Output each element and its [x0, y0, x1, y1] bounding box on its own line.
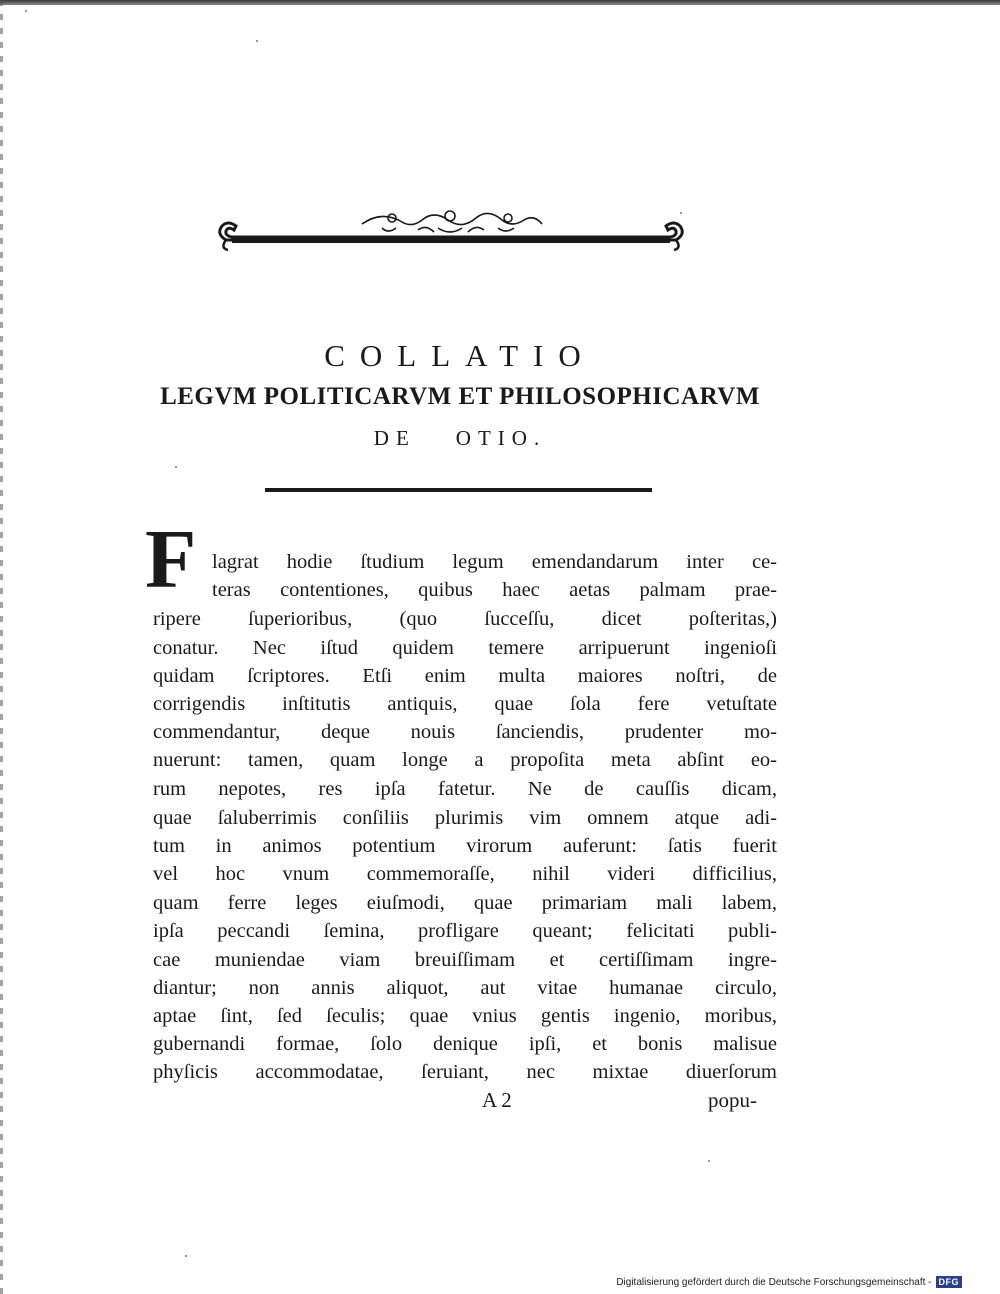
scan-speck — [25, 10, 27, 12]
text-line: phyſicis accommodatae, ſeruiant, nec mixtae diuerſorum — [153, 1061, 777, 1083]
scan-top-edge — [0, 0, 1000, 5]
text-line: tum in animos potentium virorum auferunt: ſatis fuerit — [153, 835, 777, 857]
text-line: ipſa peccandi ſemina, profligare queant; felicitati publi- — [153, 920, 777, 942]
text-line: gubernandi formae, ſolo denique ipſi, et bonis malisue — [153, 1033, 777, 1055]
text-line: nuerunt: tamen, quam longe a propoſita meta abſint eo- — [153, 749, 777, 771]
text-line: conatur. Nec iſtud quidem temere arripuerunt ingenioſi — [153, 637, 777, 659]
text-line: diantur; non annis aliquot, aut vitae humanae circulo, — [153, 977, 777, 999]
credit-text: Digitalisierung gefördert durch die Deutsche Forschungsgemeinschaft - — [616, 1276, 932, 1288]
section-divider — [265, 488, 652, 492]
text-line: quidam ſcriptores. Etſi enim multa maiores noſtri, de — [153, 665, 777, 687]
digitization-credit — [616, 1276, 962, 1288]
headpiece-ornament — [212, 204, 690, 254]
scan-speck — [256, 40, 258, 42]
scan-speck — [185, 1255, 187, 1257]
title-de-otio — [100, 426, 820, 451]
scan-speck — [708, 1160, 710, 1162]
text-line: commendantur, deque nouis ſanciendis, prudenter mo- — [153, 721, 777, 743]
catchword: popu- — [708, 1088, 757, 1112]
text-line: aptae ſint, ſed ſeculis; quae vnius gentis ingenio, moribus, — [153, 1005, 777, 1027]
text-line: cae muniendae viam breuiſſimam et certiſſimam ingre- — [153, 949, 777, 971]
text-line: vel hoc vnum commemoraſſe, nihil videri difficilius, — [153, 863, 777, 885]
title-subtitle: LEGVM POLITICARVM ET PHILOSOPHICARVM — [160, 383, 760, 410]
text-line: quam ferre leges eiuſmodi, quae primariam mali labem, — [153, 892, 777, 914]
text-line: rum nepotes, res ipſa fatetur. Ne de cauſſis dicam, — [153, 778, 777, 800]
text-line: corrigendis inſtitutis antiquis, quae ſola fere vetuſtate — [153, 693, 777, 715]
title-de: DE — [373, 426, 416, 450]
text-line: teras contentiones, quibus haec aetas palmam prae- — [212, 579, 777, 601]
signature-mark: A 2 — [482, 1088, 512, 1112]
text-line: lagrat hodie ſtudium legum emendandarum inter ce- — [212, 551, 777, 573]
text-line: ripere ſuperioribus, (quo ſucceſſu, dicet poſteritas,) — [153, 608, 777, 630]
text-line: quae ſaluberrimis conſiliis plurimis vim omnem atque adi- — [153, 807, 777, 829]
scan-left-edge — [0, 0, 3, 1294]
title-collatio: COLLATIO — [324, 338, 596, 373]
title-otio: OTIO. — [455, 426, 547, 450]
scan-speck — [680, 212, 682, 214]
drop-cap: F — [145, 513, 197, 606]
dfg-logo: DFG — [936, 1276, 963, 1288]
scan-speck — [175, 466, 177, 468]
